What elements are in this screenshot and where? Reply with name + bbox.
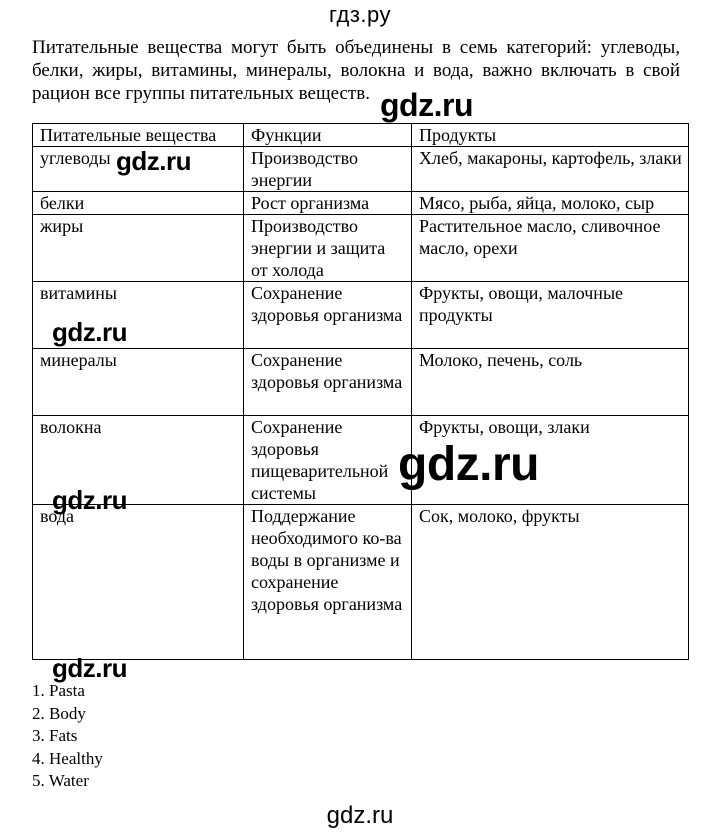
nutrients-table <box>32 123 689 660</box>
header-functions: Функции <box>244 124 412 147</box>
nutrient-cell: белки <box>33 192 244 215</box>
answer-item: 1. Pasta <box>32 681 85 700</box>
site-header: гдз.ру <box>328 2 392 27</box>
table-row <box>33 505 689 660</box>
nutrient-cell: жиры <box>33 215 244 282</box>
products-cell: Фрукты, овощи, малочные продукты <box>412 282 689 349</box>
watermark: gdz.ru <box>380 87 473 123</box>
products-cell: Растительное масло, сливочное масло, орехи <box>412 215 689 282</box>
site-footer: gdz.ru <box>326 802 394 829</box>
nutrient-cell: вода <box>33 505 244 660</box>
function-cell: Производство энергии и защита от холода <box>244 215 412 282</box>
nutrient-cell: волокна <box>33 416 244 505</box>
table-row <box>33 416 689 505</box>
answer-item: 4. Healthy <box>32 748 103 768</box>
function-cell: Сохранение здоровья организма <box>244 349 412 416</box>
answer-item: 2. Body <box>32 703 86 723</box>
table-row <box>33 215 689 282</box>
nutrient-cell: минералы <box>33 349 244 416</box>
intro-paragraph: Питательные вещества могут быть объединены в семь категорий: углеводы, белки, жиры, витамины, минералы, волокна и вода, важно включать в свой рацион все группы питательных веществ. <box>32 37 680 104</box>
header-nutrients: Питательные вещества <box>33 124 244 147</box>
watermark: gdz.ru <box>116 146 191 176</box>
function-cell: Поддержание необходимого ко-ва воды в организме и сохранение здоровья организма <box>244 505 412 660</box>
answer-item: 3. Fats <box>32 726 78 745</box>
answers-list <box>32 680 103 793</box>
table-row <box>33 192 689 215</box>
watermark: gdz.ru <box>398 438 539 491</box>
table-row <box>33 282 689 349</box>
header-products: Продукты <box>412 124 689 147</box>
watermark: gdz.ru <box>52 653 127 683</box>
function-cell: Производство энергии <box>244 147 412 192</box>
products-cell: Мясо, рыба, яйца, молоко, сыр <box>412 192 689 215</box>
function-cell: Сохранение здоровья организма <box>244 282 412 349</box>
products-cell: Фрукты, овощи, злаки <box>412 416 689 505</box>
products-cell: Сок, молоко, фрукты <box>412 505 689 660</box>
nutrient-cell: витамины <box>33 282 244 349</box>
function-cell: Рост организма <box>244 192 412 215</box>
products-cell: Молоко, печень, соль <box>412 349 689 416</box>
products-cell: Хлеб, макароны, картофель, злаки <box>412 147 689 192</box>
watermark: gdz.ru <box>52 317 127 347</box>
table-row <box>33 349 689 416</box>
table-header-row <box>33 124 689 147</box>
nutrient-cell: углеводы <box>33 147 244 192</box>
watermark: gdz.ru <box>52 485 127 515</box>
function-cell: Сохранение здоровья пищеварительной системы <box>244 416 412 505</box>
answer-item: 5. Water <box>32 771 89 790</box>
